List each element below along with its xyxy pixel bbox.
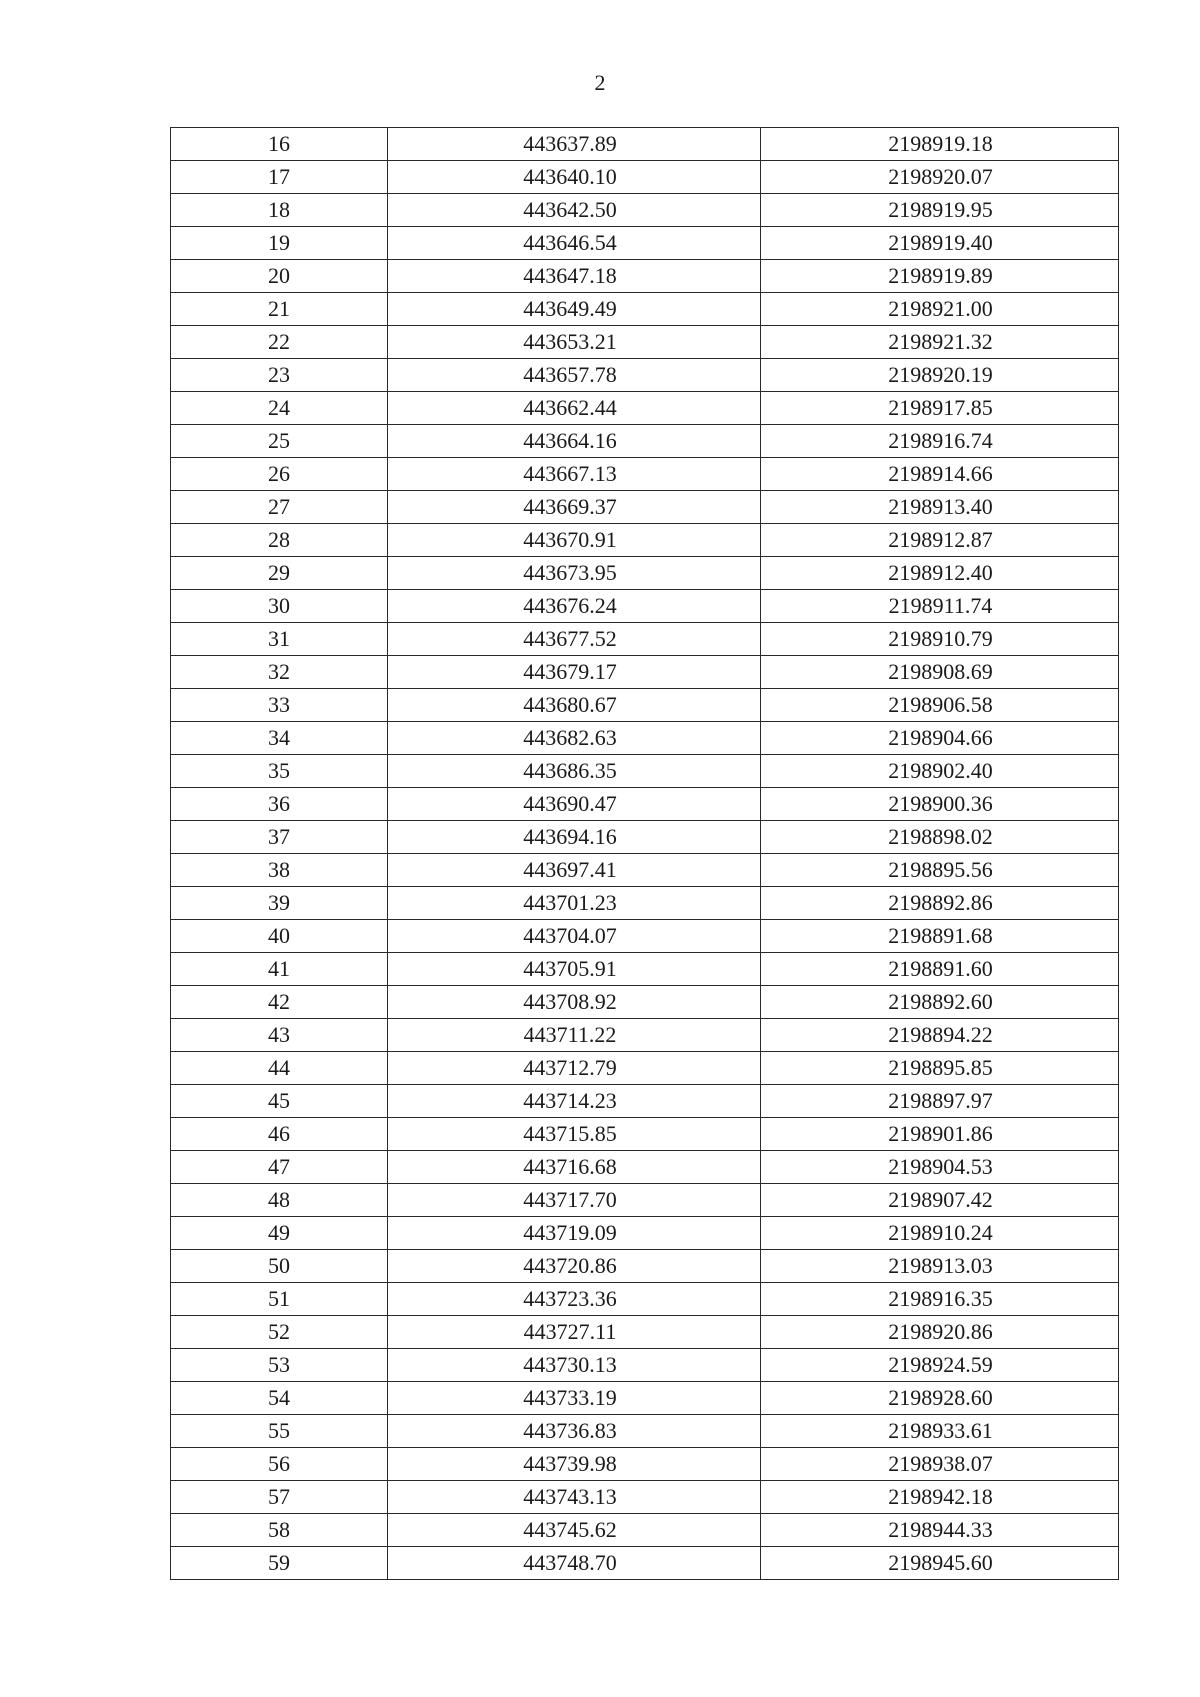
point-number-cell: 44 [171, 1052, 388, 1085]
point-number-cell: 38 [171, 854, 388, 887]
table-row [171, 194, 1119, 227]
table-row [171, 1481, 1119, 1514]
x-coordinate-cell: 443697.41 [388, 854, 761, 887]
table-row [171, 491, 1119, 524]
x-coordinate-cell: 443708.92 [388, 986, 761, 1019]
point-number-cell: 42 [171, 986, 388, 1019]
x-coordinate-cell: 443733.19 [388, 1382, 761, 1415]
point-number-cell: 39 [171, 887, 388, 920]
point-number-cell: 55 [171, 1415, 388, 1448]
x-coordinate-cell: 443657.78 [388, 359, 761, 392]
point-number-cell: 37 [171, 821, 388, 854]
table-row [171, 986, 1119, 1019]
x-coordinate-cell: 443642.50 [388, 194, 761, 227]
x-coordinate-cell: 443677.52 [388, 623, 761, 656]
point-number-cell: 33 [171, 689, 388, 722]
y-coordinate-cell: 2198919.95 [761, 194, 1119, 227]
table-row [171, 953, 1119, 986]
table-row [171, 821, 1119, 854]
point-number-cell: 24 [171, 392, 388, 425]
y-coordinate-cell: 2198920.19 [761, 359, 1119, 392]
x-coordinate-cell: 443662.44 [388, 392, 761, 425]
table-row [171, 887, 1119, 920]
table-row [171, 1283, 1119, 1316]
table-row [171, 1118, 1119, 1151]
table-row [171, 227, 1119, 260]
point-number-cell: 28 [171, 524, 388, 557]
x-coordinate-cell: 443664.16 [388, 425, 761, 458]
table-row [171, 260, 1119, 293]
y-coordinate-cell: 2198902.40 [761, 755, 1119, 788]
x-coordinate-cell: 443649.49 [388, 293, 761, 326]
x-coordinate-cell: 443682.63 [388, 722, 761, 755]
y-coordinate-cell: 2198904.53 [761, 1151, 1119, 1184]
point-number-cell: 27 [171, 491, 388, 524]
x-coordinate-cell: 443715.85 [388, 1118, 761, 1151]
x-coordinate-cell: 443745.62 [388, 1514, 761, 1547]
y-coordinate-cell: 2198908.69 [761, 656, 1119, 689]
point-number-cell: 20 [171, 260, 388, 293]
table-row [171, 1415, 1119, 1448]
y-coordinate-cell: 2198914.66 [761, 458, 1119, 491]
y-coordinate-cell: 2198944.33 [761, 1514, 1119, 1547]
y-coordinate-cell: 2198916.35 [761, 1283, 1119, 1316]
x-coordinate-cell: 443667.13 [388, 458, 761, 491]
table-row [171, 293, 1119, 326]
x-coordinate-cell: 443690.47 [388, 788, 761, 821]
y-coordinate-cell: 2198910.79 [761, 623, 1119, 656]
table-row [171, 1217, 1119, 1250]
point-number-cell: 47 [171, 1151, 388, 1184]
table-row [171, 854, 1119, 887]
y-coordinate-cell: 2198942.18 [761, 1481, 1119, 1514]
table-row [171, 1514, 1119, 1547]
x-coordinate-cell: 443739.98 [388, 1448, 761, 1481]
y-coordinate-cell: 2198897.97 [761, 1085, 1119, 1118]
point-number-cell: 21 [171, 293, 388, 326]
point-number-cell: 58 [171, 1514, 388, 1547]
y-coordinate-cell: 2198894.22 [761, 1019, 1119, 1052]
table-row [171, 689, 1119, 722]
point-number-cell: 36 [171, 788, 388, 821]
point-number-cell: 23 [171, 359, 388, 392]
table-row [171, 1151, 1119, 1184]
coordinates-table-body [171, 128, 1119, 1580]
table-row [171, 722, 1119, 755]
y-coordinate-cell: 2198938.07 [761, 1448, 1119, 1481]
table-row [171, 1052, 1119, 1085]
table-row [171, 755, 1119, 788]
x-coordinate-cell: 443717.70 [388, 1184, 761, 1217]
point-number-cell: 34 [171, 722, 388, 755]
x-coordinate-cell: 443716.68 [388, 1151, 761, 1184]
y-coordinate-cell: 2198924.59 [761, 1349, 1119, 1382]
x-coordinate-cell: 443670.91 [388, 524, 761, 557]
x-coordinate-cell: 443676.24 [388, 590, 761, 623]
y-coordinate-cell: 2198921.00 [761, 293, 1119, 326]
table-row [171, 1184, 1119, 1217]
x-coordinate-cell: 443686.35 [388, 755, 761, 788]
y-coordinate-cell: 2198933.61 [761, 1415, 1119, 1448]
x-coordinate-cell: 443673.95 [388, 557, 761, 590]
x-coordinate-cell: 443679.17 [388, 656, 761, 689]
y-coordinate-cell: 2198920.07 [761, 161, 1119, 194]
x-coordinate-cell: 443653.21 [388, 326, 761, 359]
table-row [171, 1250, 1119, 1283]
y-coordinate-cell: 2198895.56 [761, 854, 1119, 887]
y-coordinate-cell: 2198891.68 [761, 920, 1119, 953]
table-row [171, 788, 1119, 821]
point-number-cell: 26 [171, 458, 388, 491]
y-coordinate-cell: 2198945.60 [761, 1547, 1119, 1580]
point-number-cell: 45 [171, 1085, 388, 1118]
y-coordinate-cell: 2198895.85 [761, 1052, 1119, 1085]
x-coordinate-cell: 443720.86 [388, 1250, 761, 1283]
x-coordinate-cell: 443730.13 [388, 1349, 761, 1382]
table-row [171, 128, 1119, 161]
table-row [171, 1349, 1119, 1382]
y-coordinate-cell: 2198919.89 [761, 260, 1119, 293]
x-coordinate-cell: 443736.83 [388, 1415, 761, 1448]
y-coordinate-cell: 2198898.02 [761, 821, 1119, 854]
coordinates-table [170, 127, 1119, 1580]
table-row [171, 656, 1119, 689]
point-number-cell: 59 [171, 1547, 388, 1580]
x-coordinate-cell: 443637.89 [388, 128, 761, 161]
table-row [171, 359, 1119, 392]
y-coordinate-cell: 2198916.74 [761, 425, 1119, 458]
point-number-cell: 19 [171, 227, 388, 260]
table-row [171, 326, 1119, 359]
y-coordinate-cell: 2198911.74 [761, 590, 1119, 623]
y-coordinate-cell: 2198900.36 [761, 788, 1119, 821]
x-coordinate-cell: 443743.13 [388, 1481, 761, 1514]
table-row [171, 458, 1119, 491]
point-number-cell: 35 [171, 755, 388, 788]
x-coordinate-cell: 443704.07 [388, 920, 761, 953]
table-row [171, 1316, 1119, 1349]
point-number-cell: 18 [171, 194, 388, 227]
y-coordinate-cell: 2198919.18 [761, 128, 1119, 161]
x-coordinate-cell: 443647.18 [388, 260, 761, 293]
point-number-cell: 48 [171, 1184, 388, 1217]
point-number-cell: 56 [171, 1448, 388, 1481]
point-number-cell: 43 [171, 1019, 388, 1052]
x-coordinate-cell: 443669.37 [388, 491, 761, 524]
page-number: 2 [594, 70, 606, 95]
point-number-cell: 25 [171, 425, 388, 458]
x-coordinate-cell: 443711.22 [388, 1019, 761, 1052]
point-number-cell: 50 [171, 1250, 388, 1283]
y-coordinate-cell: 2198891.60 [761, 953, 1119, 986]
y-coordinate-cell: 2198921.32 [761, 326, 1119, 359]
y-coordinate-cell: 2198912.40 [761, 557, 1119, 590]
y-coordinate-cell: 2198912.87 [761, 524, 1119, 557]
y-coordinate-cell: 2198906.58 [761, 689, 1119, 722]
point-number-cell: 22 [171, 326, 388, 359]
point-number-cell: 52 [171, 1316, 388, 1349]
y-coordinate-cell: 2198892.60 [761, 986, 1119, 1019]
point-number-cell: 57 [171, 1481, 388, 1514]
table-row [171, 1085, 1119, 1118]
point-number-cell: 16 [171, 128, 388, 161]
x-coordinate-cell: 443694.16 [388, 821, 761, 854]
x-coordinate-cell: 443748.70 [388, 1547, 761, 1580]
y-coordinate-cell: 2198920.86 [761, 1316, 1119, 1349]
table-row [171, 920, 1119, 953]
x-coordinate-cell: 443719.09 [388, 1217, 761, 1250]
table-row [171, 425, 1119, 458]
table-row [171, 524, 1119, 557]
y-coordinate-cell: 2198901.86 [761, 1118, 1119, 1151]
x-coordinate-cell: 443714.23 [388, 1085, 761, 1118]
point-number-cell: 46 [171, 1118, 388, 1151]
table-row [171, 590, 1119, 623]
table-row [171, 1448, 1119, 1481]
table-row [171, 1382, 1119, 1415]
table-row [171, 1547, 1119, 1580]
y-coordinate-cell: 2198904.66 [761, 722, 1119, 755]
x-coordinate-cell: 443701.23 [388, 887, 761, 920]
point-number-cell: 54 [171, 1382, 388, 1415]
x-coordinate-cell: 443723.36 [388, 1283, 761, 1316]
point-number-cell: 51 [171, 1283, 388, 1316]
y-coordinate-cell: 2198910.24 [761, 1217, 1119, 1250]
y-coordinate-cell: 2198913.03 [761, 1250, 1119, 1283]
x-coordinate-cell: 443705.91 [388, 953, 761, 986]
x-coordinate-cell: 443640.10 [388, 161, 761, 194]
y-coordinate-cell: 2198928.60 [761, 1382, 1119, 1415]
y-coordinate-cell: 2198917.85 [761, 392, 1119, 425]
point-number-cell: 40 [171, 920, 388, 953]
y-coordinate-cell: 2198919.40 [761, 227, 1119, 260]
x-coordinate-cell: 443727.11 [388, 1316, 761, 1349]
y-coordinate-cell: 2198892.86 [761, 887, 1119, 920]
table-row [171, 161, 1119, 194]
point-number-cell: 49 [171, 1217, 388, 1250]
point-number-cell: 32 [171, 656, 388, 689]
table-row [171, 1019, 1119, 1052]
x-coordinate-cell: 443680.67 [388, 689, 761, 722]
point-number-cell: 53 [171, 1349, 388, 1382]
y-coordinate-cell: 2198913.40 [761, 491, 1119, 524]
x-coordinate-cell: 443712.79 [388, 1052, 761, 1085]
point-number-cell: 30 [171, 590, 388, 623]
point-number-cell: 17 [171, 161, 388, 194]
table-row [171, 392, 1119, 425]
point-number-cell: 29 [171, 557, 388, 590]
table-row [171, 557, 1119, 590]
point-number-cell: 41 [171, 953, 388, 986]
x-coordinate-cell: 443646.54 [388, 227, 761, 260]
point-number-cell: 31 [171, 623, 388, 656]
table-row [171, 623, 1119, 656]
y-coordinate-cell: 2198907.42 [761, 1184, 1119, 1217]
